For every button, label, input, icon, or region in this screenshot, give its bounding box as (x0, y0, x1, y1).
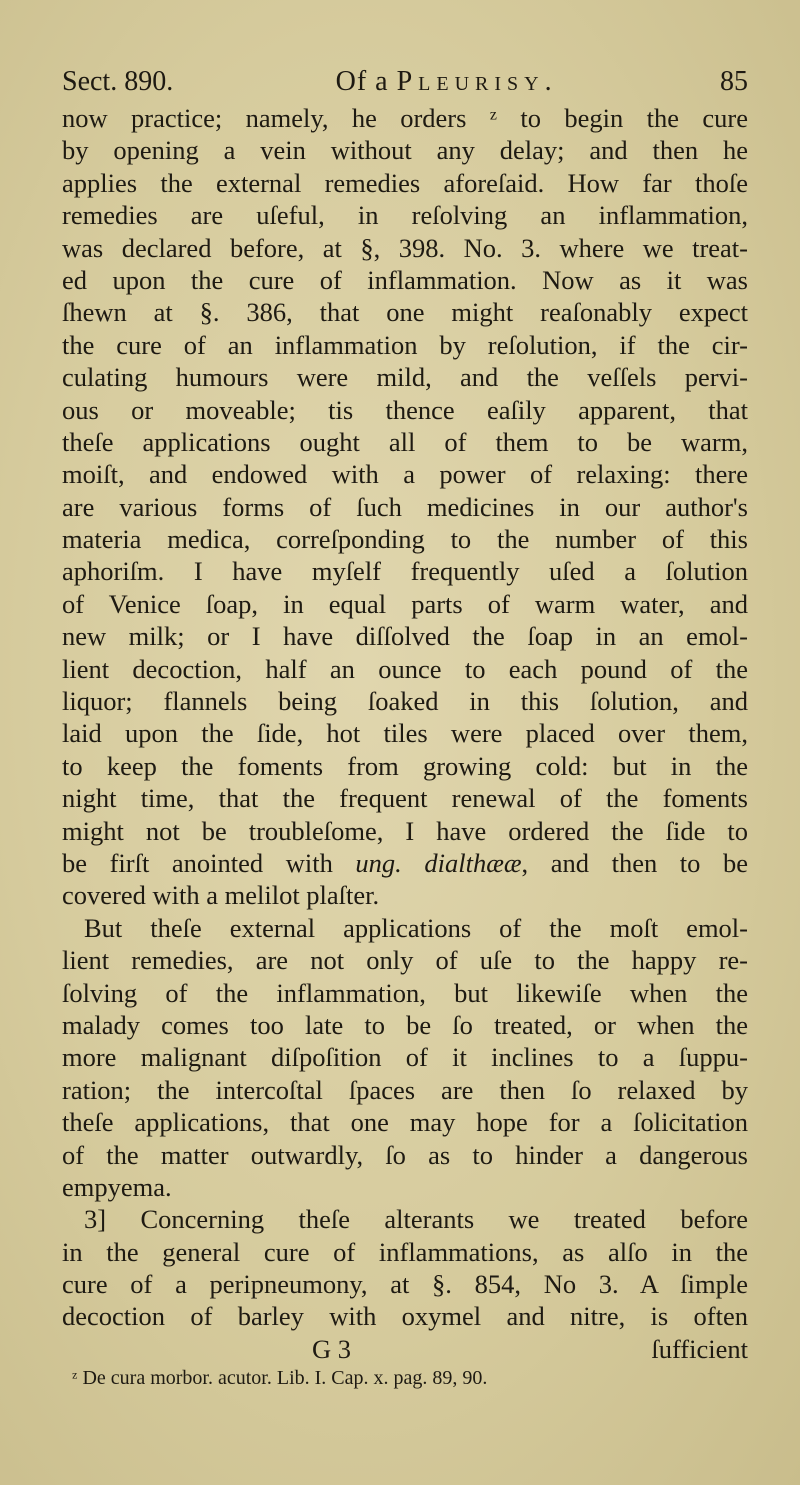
text-line: are various forms of ſuch medicines in our author's (62, 491, 748, 522)
text-line: the cure of an inflammation by reſolution, if the cir- (62, 329, 748, 360)
text-line: culating humours were mild, and the veſſels pervi- (62, 362, 748, 393)
text-line: laid upon the ſide, hot tiles were placed over them, (62, 718, 748, 749)
text-line: empyema. (62, 1171, 172, 1202)
section-number: Sect. 890. (62, 66, 174, 97)
text-line: decoction of barley with oxymel and nitre, is often (62, 1301, 748, 1332)
text-line: malady comes too late to be ſo treated, or when the (62, 1009, 748, 1040)
text-line: lient decoction, half an ounce to each pound of the (62, 653, 748, 684)
footnote: ᶻ De cura morbor. acutor. Lib. I. Cap. x. pag. 89, 90. (72, 1367, 488, 1390)
text-line: applies the external remedies aforeſaid. How far thoſe (62, 167, 748, 198)
text-line: ed upon the cure of inflammation. Now as it was (62, 264, 748, 295)
text-line: be firſt anointed with ung. dialthææ, and then to be (62, 847, 748, 878)
body-text (62, 102, 748, 1333)
text-line: liquor; flannels being ſoaked in this ſolution, and (62, 686, 748, 717)
text-line: ous or moveable; tis thence eaſily apparent, that (62, 394, 748, 425)
text-line: might not be troubleſome, I have ordered the ſide to (62, 815, 748, 846)
text-line: was declared before, at §, 398. No. 3. where we treat- (62, 232, 748, 263)
running-header (62, 66, 748, 102)
signature-mark: G 3 (312, 1333, 352, 1364)
text-line: theſe applications ought all of them to be warm, (62, 426, 748, 457)
text-line: of the matter outwardly, ſo as to hinder a dangerous (62, 1139, 748, 1170)
text-line: in the general cure of inflammations, as alſo in the (62, 1236, 748, 1267)
text-line: remedies are uſeful, in reſolving an inflammation, (62, 200, 748, 231)
text-line: more malignant diſpoſition of it inclines to a ſuppu- (62, 1042, 748, 1073)
text-line: 3] Concerning theſe alterants we treated before (84, 1204, 748, 1235)
text-line: ſolving of the inflammation, but likewiſe when the (62, 977, 748, 1008)
page-number: 85 (720, 66, 748, 97)
text-line: covered with a melilot plaſter. (62, 880, 380, 911)
text-line: new milk; or I have diſſolved the ſoap in an emol- (62, 621, 748, 652)
text-line: night time, that the frequent renewal of the foments (62, 783, 748, 814)
text-line: of Venice ſoap, in equal parts of warm water, and (62, 588, 748, 619)
text-line: But theſe external applications of the moſt emol- (84, 912, 748, 943)
text-line: by opening a vein without any delay; and then he (62, 135, 748, 166)
text-line: aphoriſm. I have myſelf frequently uſed a ſolution (62, 556, 748, 587)
text-line: theſe applications, that one may hope for a ſolicitation (62, 1107, 748, 1138)
text-line: ration; the intercoſtal ſpaces are then ſo relaxed by (62, 1074, 748, 1105)
text-line: materia medica, correſponding to the number of this (62, 524, 748, 555)
text-line: ſhewn at §. 386, that one might reaſonably expect (62, 297, 748, 328)
catchword: ſufficient (651, 1333, 748, 1364)
text-line: cure of a peripneumony, at §. 854, No 3. A ſimple (62, 1269, 748, 1300)
text-line: moiſt, and endowed with a power of relaxing: there (62, 459, 748, 490)
running-title: Of a Pleurisy. (335, 66, 558, 97)
signature-line (62, 1333, 748, 1365)
text-line: to keep the foments from growing cold: but in the (62, 750, 748, 781)
book-page (62, 66, 748, 1391)
text-line: now practice; namely, he orders ᶻ to begin the cure (62, 103, 748, 133)
text-line: lient remedies, are not only of uſe to the happy re- (62, 945, 748, 976)
